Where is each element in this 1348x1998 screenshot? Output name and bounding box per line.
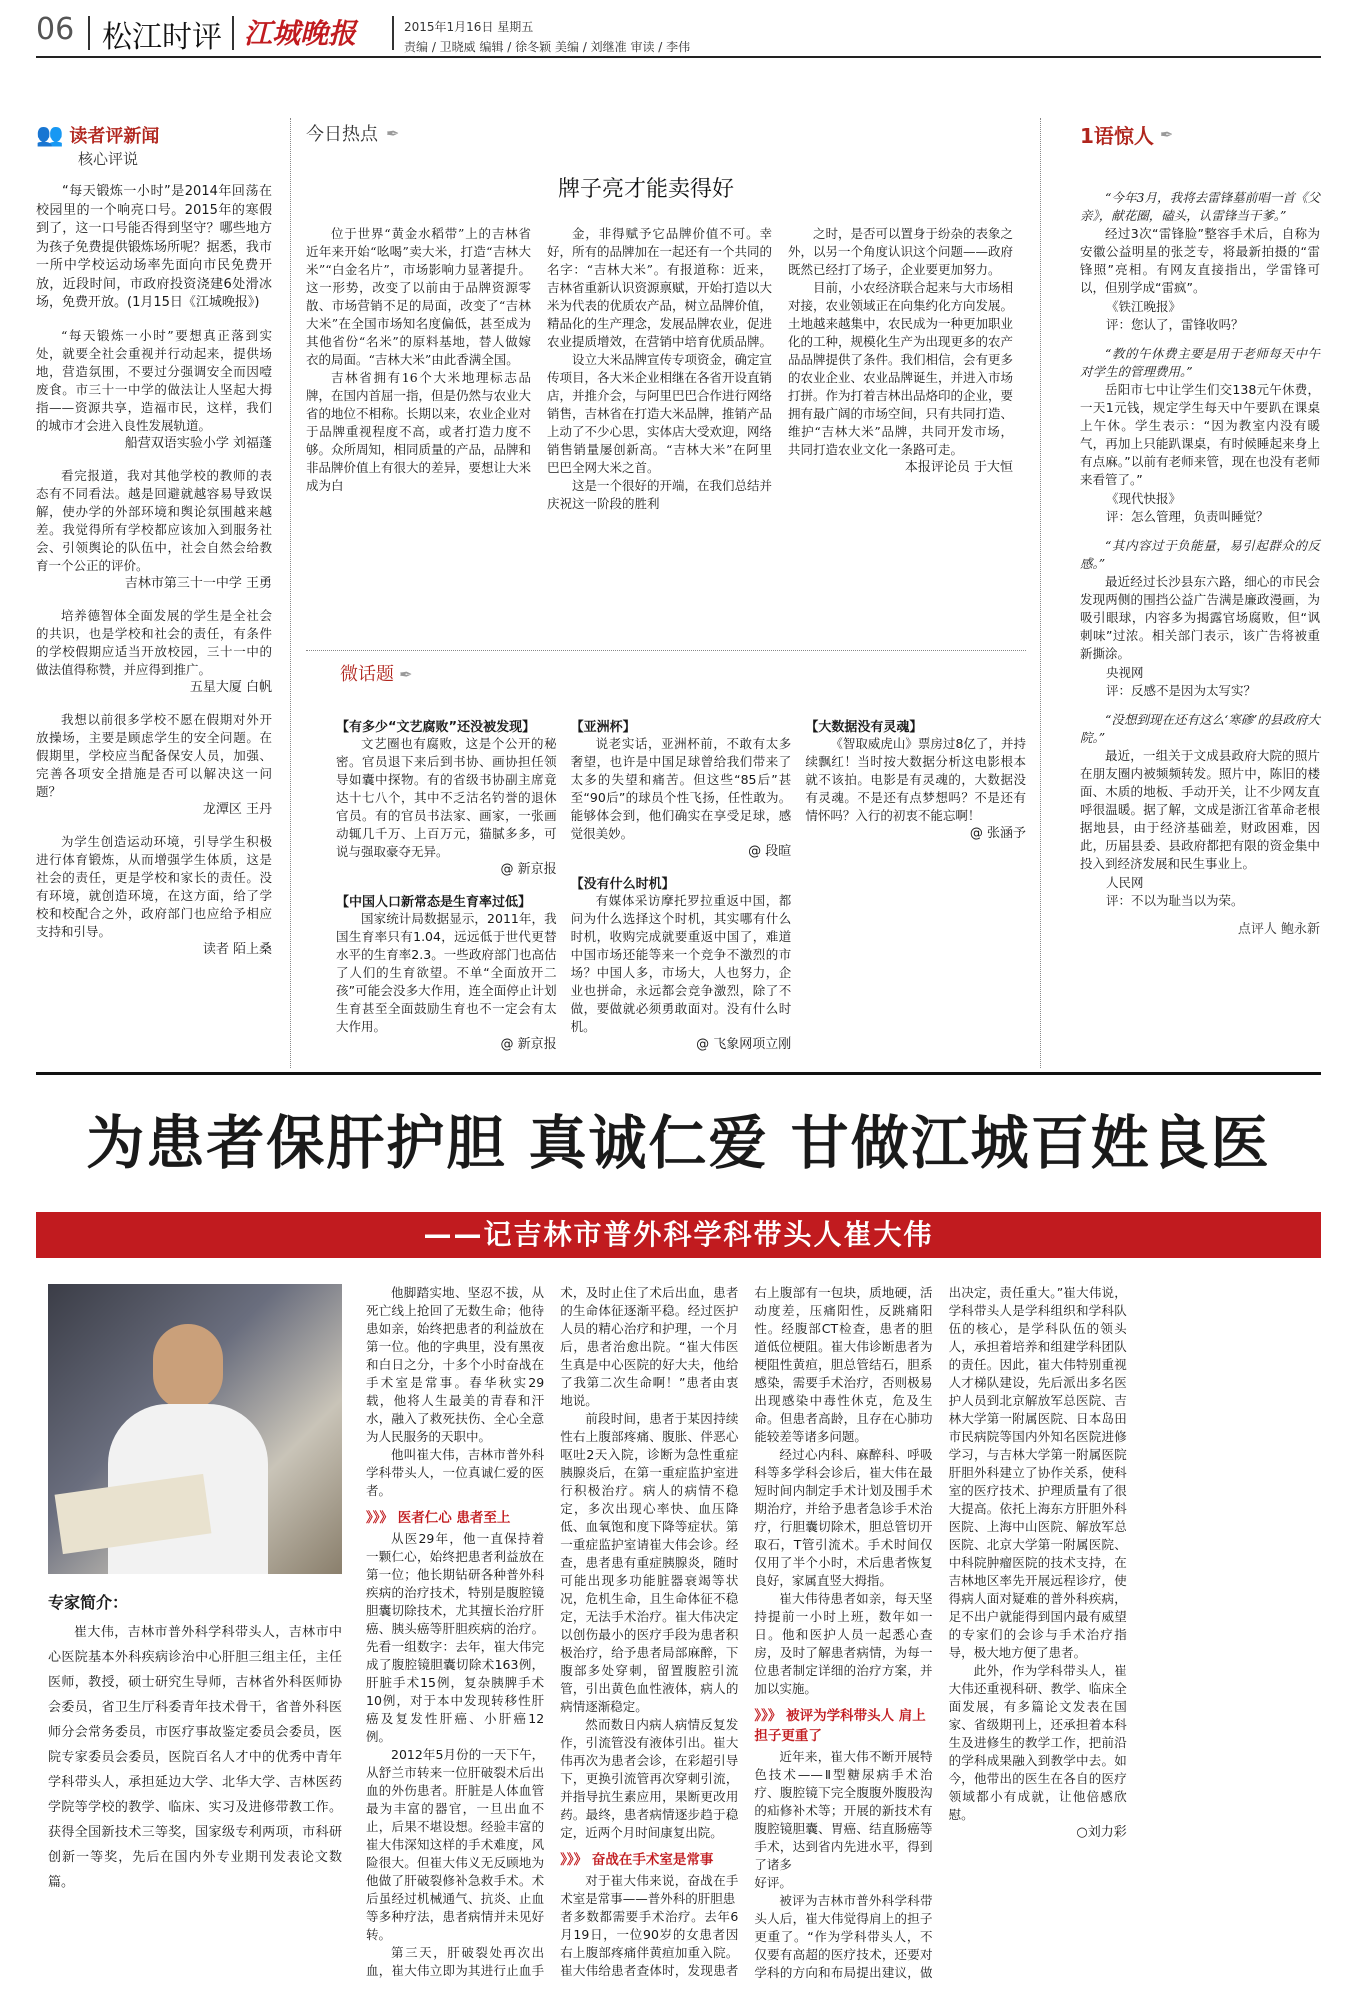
author-byline: ○刘力彩 [1076, 1825, 1127, 1840]
para: 崔大伟待患者如亲，每天坚持提前一小时上班，数年如一日。他和医护人员一起悉心查房，及时了解患者病情，为每一位患者制定详细的治疗方案，并加以实施。 [754, 1591, 933, 1696]
weibo-body [336, 716, 1026, 1068]
today-paragraph: 目前，小农经济联合起来与大市场相对接，农业领域正在向集约化方向发展。土地越来越集中，农民成为一种更加职业化的工种，规模化生产为出现更多的农产品品牌提供了条件。我们相信，会有更多的农业企业、农业品牌诞生，并进入市场打拼。作为打着吉林出品烙印的企业，要拥有最广阔的市场空间，只有共同打造、维护“吉林大米”品牌，共同开发市场，共同打造农业文化一条路可走。 [788, 280, 1014, 457]
weibo-topic-text: 说老实话，亚洲杯前，不敢有太多奢望，也许是中国足球曾给我们带来了太多的失望和痛苦。但这些“85后”甚至“90后”的球员个性飞扬，任性敢为。能够体会到，他们确实在享受足球，感觉很美妙。 [570, 736, 792, 841]
reader-comment: 看完报道，我对其他学校的教师的表态有不同看法。越是回避就越容易导致误解，使办学的外部环境和舆论氛围越来越差。我觉得所有学校都应该加入到服务社会、引领舆论的队伍中，社会自然会给教育一个公正的评价。 [36, 467, 272, 573]
weibo-header [340, 660, 413, 686]
yuyu-label: 1语惊人 [1080, 124, 1154, 148]
yuyu-quote: “教的午休费主要是用于老师每天中午对学生的管理费用。” [1080, 346, 1320, 379]
para: 对于崔大伟来说，奋战在手术室是常事——普外科的肝胆患 [560, 1873, 739, 1906]
yuyu-quote: “其内容过于负能量，易引起群众的反感。” [1080, 538, 1320, 571]
today-hot-section [306, 120, 1026, 513]
para: 经过心内科、麻醉科、呼吸科等多学科会诊后，崔大伟在最短时间内制定手术计划及围手术期治疗，并给予患者急诊手术治疗，行胆囊切除术，胆总管切开取石，T管引流术。手术时间仅仅用了半个小时，术后患者恢复良好，家属直竖大拇指。 [754, 1447, 933, 1588]
para: 近年来，崔大伟不断开展特色技术——Ⅱ型糖尿病手术治疗、腹腔镜下完全腹腹外腹股沟的疝修补术等；开展的新技术有腹腔镜胆囊、胃癌、结直肠癌等手术，达到省内先进水平，得到了诸多 [754, 1749, 933, 1872]
para: 2012年5月份的一天下午，从舒兰市转来一位肝破裂术后出血的外伤患者。肝脏是人体血管最为丰富的器官，一旦出血不止，后果不堪设想。经验丰富的崔大伟深知这样的手术难度，风险很大。但崔大伟义无反顾地为他做了肝破裂修补急救手术。术后虽经过机械通气、抗炎、止血等多种疗法，患者病情并未见好转。 [366, 1747, 545, 1942]
weibo-topic-source: @ 飞象网项立刚 [696, 1037, 792, 1052]
weibo-topic-source: @ 张涵予 [969, 826, 1026, 841]
today-col-1 [306, 225, 531, 513]
readers-comments [36, 327, 272, 959]
column-divider [1040, 118, 1041, 1068]
column-divider [290, 118, 291, 1068]
para: 被评为吉林市普外科学科带头人后，崔大伟觉得肩上的担子更重了。“作为学科带头人，不仅要有高超的医疗技术，还要对学科的方向和布局提出建议，做出决定，责任重大。”崔大伟说，学科带头人是学科组织和学科队伍的核心，是学科队伍的领头人，承担着培养和组建学科团队的责任。因此，崔大伟特别重视人才梯队建设，先后派出多名医护人员到北京解放军总医院、吉林大学第一附属医院、日本岛田市民病院等国内外知名医院进修学习，与吉林大学第一附属医院肝胆外科建立了协作关系，使科室的医疗技术、护理质量有了很大提高。依托上海东方肝胆外科医院、上海中山医院、解放军总医院、北京大学第一附属医院、中科院肿瘤医院的技术支持，在吉林地区率先开展远程诊疗，使得病人面对疑难的普外科疾病，足不出户就能得到国内最有威望的专家们的会诊与手术治疗指导，极大地方便了患者。 [754, 1285, 1127, 1980]
para: 他脚踏实地、坚忍不拔，从死亡线上抢回了无数生命；他待患如亲，始终把患者的利益放在第一位。他的字典里，没有黑夜和白日之分，十多个小时奋战在手术室是常事。春华秋实29载，他将人生最美的青春和汗水，融入了救死扶伤、全心全意为人民服务的天职中。 [366, 1285, 545, 1444]
yuyu-signature: 点评人 鲍永新 [1237, 922, 1320, 937]
page-header [36, 8, 1321, 58]
section-heading: 》》》 医者仁心 患者至上 [366, 1510, 511, 1526]
yuyu-column [1080, 120, 1320, 939]
para: 第三天，肝破裂处再次出血，崔大伟立即为其进行止血手术，及时止住了术后出血，患者的生命体征逐渐平稳。经过医护人员的精心治疗和护理，一个月后，患者治愈出院。“崔大伟医生真是中心医院的好大夫，他给了我第二次生命啊！”患者由衷地说。 [366, 1285, 739, 1978]
yuyu-comment: 评：您认了，雷锋收吗？ [1106, 317, 1244, 332]
yuyu-comment: 评：反感不是因为太写实？ [1106, 683, 1257, 698]
reader-signature: 龙潭区 王丹 [202, 801, 272, 817]
para: 此外，作为学科带头人，崔大伟还重视科研、教学、临床全面发展，有多篇论文发表在国家、省级期刊上，还承担着本科生及进修生的教学工作，把前沿的学科成果融入到教学中去。如今，他带出的医生在各自的医疗领域都小有成就，让他倍感欣慰。 [948, 1663, 1127, 1822]
yuyu-items [1080, 189, 1320, 909]
para: 他叫崔大伟，吉林市普外科学科带头人，一位真诚仁爱的医者。 [366, 1447, 545, 1498]
reader-comment: 培养德智体全面发展的学生是全社会的共识，也是学校和社会的责任，有条件的学校假期应适当开放校园，三十一中的做法值得称赞，并应得到推广。 [36, 607, 272, 677]
reader-signature: 读者 陌上桑 [202, 941, 272, 957]
today-hot-header [306, 120, 1026, 146]
today-paragraph: 金，非得赋予它品牌价值不可。幸好，所有的品牌加在一起还有一个共同的名字：“吉林大米”。有报道称：近来，吉林省重新认识资源禀赋，开始打造以大米为代表的优质农产品，树立品牌价值，精品化的生产理念，发展品牌农业，促进农业提质增效，在营销中培育优质品牌。 [547, 226, 773, 349]
today-paragraph: 这是一个很好的开端，在我们总结并庆祝这一阶段的胜利 [547, 478, 773, 511]
weibo-topic-text: 国家统计局数据显示，2011年，我国生育率只有1.04，远远低于世代更替水平的生育率2.3。一些政府部门也高估了人们的生育欲望。不单“全面放开二孩”可能会没多大作用，连全面停止计划生育甚至全面鼓励生育也不一定会有太大作用。 [336, 911, 557, 1034]
feature-body [366, 1284, 1321, 1990]
yuyu-source: 人民网 [1106, 875, 1144, 890]
weibo-topic-title: 【中国人口新常态是生育率过低】 [336, 895, 532, 910]
reader-signature: 船营双语实验小学 刘福蓬 [124, 435, 272, 451]
yuyu-text: 最近经过长沙县东六路，细心的市民会发现两侧的围挡公益广告满是廉政漫画，为吸引眼球，内容多为揭露官场腐败，但“讽刺味”过浓。相关部门表示，该广告将被重新撕涂。 [1080, 574, 1320, 661]
weibo-topic-title: 【没有什么时机】 [570, 877, 675, 892]
section-name: 松江时评 [102, 20, 222, 55]
masthead-logo: 江城晚报 [244, 17, 357, 50]
weibo-topic-title: 【大数据没有灵魂】 [805, 720, 923, 735]
quill-icon: ✒ [1159, 125, 1174, 144]
feature-rule [36, 1072, 1321, 1075]
yuyu-text: 经过3次“雷锋脸”整容手术后，自称为安徽公益明星的张芝专，将最新拍摄的“雷锋照”亮相。有网友直接指出，学雷锋可以，但别学成“雷疯”。 [1080, 226, 1320, 295]
readers-subtitle: 核心评说 [78, 150, 139, 168]
readers-lead: “每天锻炼一小时”是2014年回荡在校园里的一个响亮口号。2015年的寒假到了，这一口号能否得到坚守？哪些地方为孩子免费提供锻炼场所呢？据悉，我市一所中学校运动场率先面向市民免费开放，近段时间，市政府投资浇建6处滑冰场，免费开放。(1月15日《江城晚报》) [36, 184, 272, 310]
expert-label: 专家简介： [48, 1593, 129, 1612]
yuyu-text: 岳阳市七中让学生们交138元午休费，一天1元钱，规定学生每天中午要趴在课桌上午休。学生表示：“因为教室内没有暖气，再加上只能趴课桌，有时候睡起来身上有点麻。”以前有老师来管，现在也没有老师来看管了。” [1080, 382, 1320, 487]
page-number: 06 [36, 12, 75, 47]
today-paragraph: 位于世界“黄金水稻带”上的吉林省近年来开始“吆喝”卖大米，打造“吉林大米”“白金名片”，市场影响力显著提升。这一形势，改变了以前由于品牌资源零散、市场营销不足的局面，改变了“吉林大米”在全国市场知名度偏低，甚至成为其他省份“名米”的原料基地，替人做嫁衣的局面。“吉林大米”由此香满全国。 [306, 226, 531, 367]
issue-date: 2015年1月16日 星期五 [404, 20, 534, 34]
readers-header [36, 122, 272, 148]
weibo-topic-text: 《智取威虎山》票房过8亿了，并持续飘红！当时按大数据分析这电影根本就不该拍。电影是有灵魂的，大数据没有灵魂。不是还有点梦想吗？不是还有情怀吗？入行的初衷不能忘啊！ [805, 736, 1026, 823]
reader-comment: 为学生创造运动环境，引导学生积极进行体育锻炼，从而增强学生体质，这是社会的责任，更是学校和家长的责任。没有环境，就创造环境，在这方面，给了学校和校配合之外，政府部门也应给予相应支持和引导。 [36, 833, 272, 939]
face-shape [153, 1324, 223, 1410]
para: 从医29年，他一直保持着一颗仁心，始终把患者利益放在第一位；他长期钻研各种普外科疾病的治疗技术，特别是腹腔镜胆囊切除技术，尤其擅长治疗肝癌、胰头癌等肝胆疾病的治疗。先看一组数字：去年，崔大伟完成了腹腔镜胆囊切除术163例，肝脏手术15例，复杂胰脾手术10例，对于本中发现转移性肝癌及复发性肝癌、小肝癌12例。 [366, 1531, 545, 1744]
today-paragraph: 设立大米品牌宣传专项资金，确定宣传项目，各大米企业相继在各省开设直销店，并推介会，与阿里巴巴合作进行网络销售，吉林省在打造大米品牌，推销产品上动了不少心思，实体店大受欢迎，网络销售销量屡创新高。“吉林大米”在阿里巴巴全网大米之首。 [547, 352, 773, 475]
expert-bio: 崔大伟，吉林市普外科学科带头人，吉林市中心医院基本外科疾病诊治中心肝胆三组主任，主任医师，教授，硕士研究生导师，吉林省外科医师协会委员，省卫生厅科委青年技术骨干，省普外科医师分会常务委员，市医疗事故鉴定委员会委员，医院专家委员会委员，医院百名人才中的优秀中青年学科带头人，承担延边大学、北华大学、吉林医药学院等学校的教学、临床、实习及进修带教工作。获得全国新技术三等奖，国家级专利两项，市科研创新一等奖，先后在国内外专业期刊发表论文数篇。 [48, 1625, 342, 1890]
para: 前段时间，患者于某因持续性右上腹部疼痛、腹胀、伴恶心呕吐2天入院，诊断为急性重症胰腺炎后，在第一重症监护室进行积极治疗。病人的病情不稳定，多次出现心率快、血压降低、血氧饱和度下降等症状。第一重症监护室请崔大伟会诊。经查，患者患有重症胰腺炎，随时可能出现多功能脏器衰竭等状况，危机生命，且生命体征不稳定，无法手术治疗。崔大伟决定以创伤最小的医疗手段为患者积极治疗，给予患者局部麻醉，下腹部多处穿刺，留置腹腔引流管，引出黄色血性液体，病人的病情逐渐稳定。 [560, 1411, 739, 1714]
doctor-photo [48, 1284, 342, 1574]
weibo-topic-source: @ 新京报 [500, 862, 557, 877]
divider [232, 16, 234, 50]
weibo-label: 微话题 [340, 664, 394, 685]
readers-column [36, 122, 272, 973]
yuyu-quote: “今年3月，我将去雷锋墓前唱一首《父亲》，献花圈，磕头，认雷锋当干爹。” [1080, 190, 1320, 223]
divider [392, 16, 394, 50]
weibo-topic-title: 【有多少“文艺腐败”还没被发现】 [336, 720, 536, 735]
readers-title: 读者评新闻 [69, 126, 160, 147]
weibo-topic-source: @ 段暄 [748, 844, 792, 859]
weibo-topic-text: 有媒体采访摩托罗拉重返中国，都问为什么选择这个时机，其实哪有什么时机，收购完成就要重返中国了，难道中国市场还能等来一个竞争不激烈的市场？中国人多，市场大，人也努力，企业也拼命，永远都会竞争激烈，除了不做，要做就必须勇敢面对。没有什么时机。 [570, 893, 792, 1034]
today-col-2 [547, 225, 772, 513]
quill-icon: ✒ [386, 123, 400, 143]
para: 好评。 [754, 1875, 792, 1890]
weibo-topic-title: 【亚洲杯】 [570, 720, 636, 735]
reader-comment: “每天锻炼一小时”要想真正落到实处，就要全社会重视并行动起来，提供场地，营造氛围，不要过分强调安全而因噎废食。市三十一中学的做法让人坚起大拇指——资源共享，造福市民，这样，我们的城市才会进入良性发展轨道。 [36, 327, 272, 433]
feature-title: 为患者保肝护胆 真诚仁爱 甘做江城百姓良医 [86, 1109, 1271, 1177]
editors-line: 责编 / 卫晓威 编辑 / 徐冬颖 美编 / 刘继准 审读 / 李伟 [404, 40, 691, 54]
yuyu-quote: “没想到现在还有这么‘寒碜’的县政府大院。” [1080, 712, 1320, 745]
today-signature: 本报评论员 于大恒 [904, 460, 1013, 475]
reader-signature: 五星大厦 白帆 [189, 679, 272, 695]
yuyu-text: 最近，一组关于文成县政府大院的照片在朋友圈内被频频转发。照片中，陈旧的楼面、木质的地板、手动开关，让不少网友直呼很温暖。据了解，文成是浙江省革命老根据地县，由于经济基础差，财政困难，因此，历届县委、县政府都把有限的资金集中投入到经济发展和民生事业上。 [1080, 748, 1320, 871]
weibo-topic-text: 文艺圈也有腐败，这是个公开的秘密。官员退下来后到书协、画协担任领导如囊中探物。有的省级书协副主席竟达十七八个，其中不乏沽名钓誉的退休官员。有的官员书法家、画家，一张画动辄几千万、上百万元，猫腻多多，可说与强取豪夺无异。 [336, 736, 557, 859]
yuyu-comment: 评：不以为耻当以为荣。 [1106, 893, 1244, 908]
today-headline: 牌子亮才能卖得好 [557, 177, 734, 202]
today-paragraph: 吉林省拥有16个大米地理标志品牌，在国内首屈一指，但是仍然与农业大省的地位不相称。长期以来，农业企业对于品牌重视程度不高，或者打造力度不够。众所周知，相同质量的产品，品牌和非品牌价值上有很大的差异，要想让大米成为白 [306, 370, 532, 493]
today-hot-label: 今日热点 [306, 124, 378, 145]
yuyu-header [1080, 120, 1320, 149]
today-col-3 [788, 225, 1013, 513]
today-paragraph: 之时，是否可以置身于纷杂的表象之外，以另一个角度认识这个问题——政府既然已经打了场子，企业要更加努力。 [788, 226, 1014, 277]
section-heading: 》》》 奋战在手术室是常事 [560, 1852, 714, 1868]
reader-signature: 吉林市第三十一中学 王勇 [124, 575, 272, 591]
yuyu-comment: 评：怎么管理，负责叫睡觉？ [1106, 509, 1269, 524]
para: 者多数都需要手术治疗。去年6月19日，一位90岁的女患者因右上腹部疼痛伴黄疸加重入院。崔大伟给患者查体时，发现患者右上腹部有一包块，质地硬，活动度差，压痛阳性，反跳痛阳性。经腹部CT检查，患者的胆道低位梗阻。崔大伟诊断患者为梗阻性黄疸，胆总管结石，胆系感染，需要手术治疗，否则极易出现感染中毒性休克，危及生命。但患者高龄，且存在心肺功能较差等诸多问题。 [560, 1285, 933, 1978]
divider [88, 16, 90, 50]
weibo-topic-source: @ 新京报 [500, 1037, 557, 1052]
quill-icon: ✒ [399, 665, 413, 684]
para: 然而数日内病人病情反复发作，引流管没有液体引出。崔大伟再次为患者会诊，在彩超引导下，更换引流管再次穿刺引流，并指导抗生素应用，果断更改用药。最终，患者病情逐步趋于稳定，近两个月时间康复出院。 [560, 1717, 739, 1840]
yuyu-source: 《铁江晚报》 [1106, 299, 1182, 314]
feature-subtitle: ——记吉林市普外科学科带头人崔大伟 [36, 1212, 1321, 1258]
yuyu-source: 《现代快报》 [1106, 491, 1182, 506]
reader-comment: 我想以前很多学校不愿在假期对外开放操场，主要是顾虑学生的安全问题。在假期里，学校应当配备保安人员，加强、完善各项安全措施是否可以解决这一问题？ [36, 711, 272, 799]
section-rule [306, 650, 1026, 651]
yuyu-source: 央视网 [1106, 665, 1144, 680]
people-icon: 👥 [36, 122, 64, 148]
section-heading: 》》》 被评为学科带头人 肩上担子更重了 [754, 1708, 926, 1744]
